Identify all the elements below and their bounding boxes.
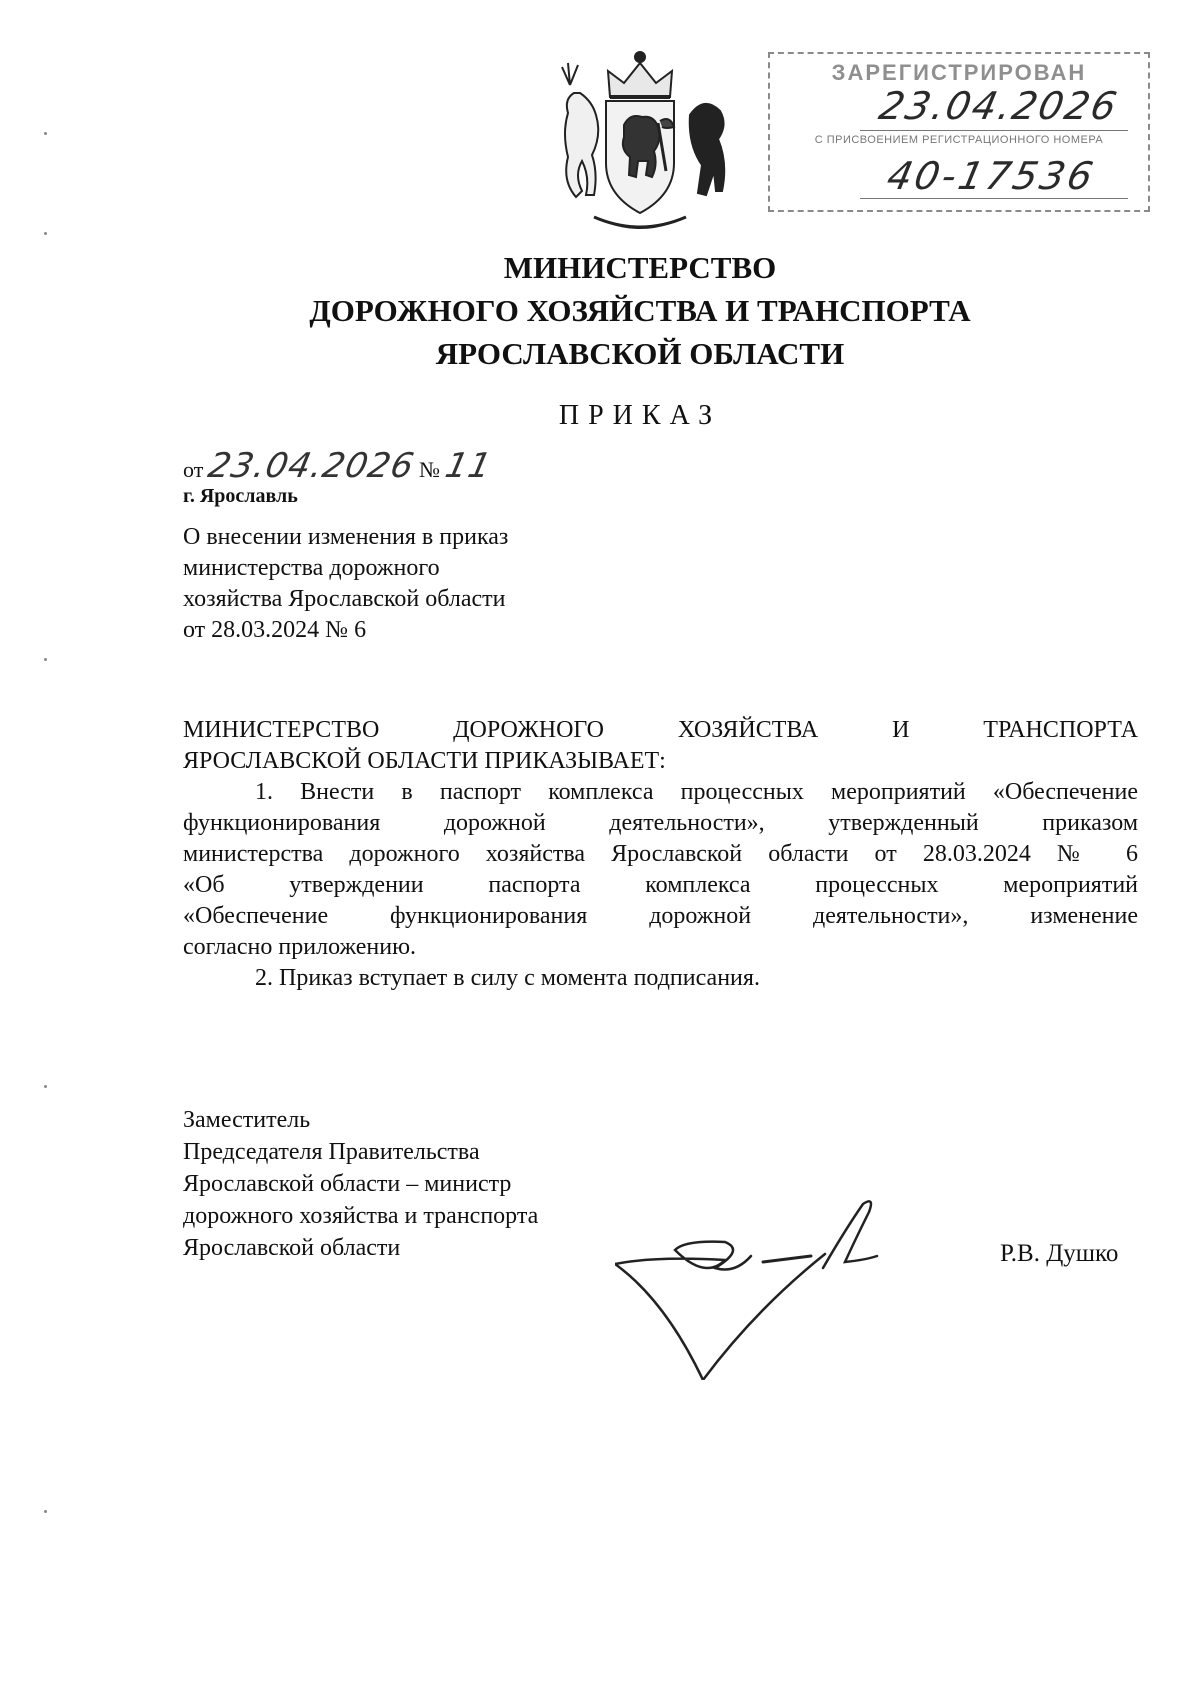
stamp-assignment-label: С ПРИСВОЕНИЕМ РЕГИСТРАЦИОННОГО НОМЕРА xyxy=(814,134,1104,146)
item1-line: министерства дорожного хозяйства Ярославской области от 28.03.2024 № 6 xyxy=(183,841,1138,867)
stamp-divider xyxy=(860,130,1128,131)
order-body xyxy=(183,715,1138,994)
stamp-registered-label: ЗАРЕГИСТРИРОВАН xyxy=(831,60,1087,85)
signer-position xyxy=(183,1104,538,1264)
stamp-registration-number: 40-17536 xyxy=(883,154,1100,198)
signer-position-line: Заместитель xyxy=(183,1107,311,1133)
scan-speck xyxy=(44,658,47,661)
item1-line: «Об утверждении паспорта комплекса процессных мероприятий xyxy=(183,872,1138,898)
signer-position-line: Ярославской области xyxy=(183,1235,401,1261)
registration-stamp xyxy=(768,52,1150,212)
scan-speck xyxy=(44,132,47,135)
scan-speck xyxy=(44,1085,47,1088)
ministry-heading-line: ЯРОСЛАВСКОЙ ОБЛАСТИ xyxy=(435,336,845,371)
scan-speck xyxy=(44,1510,47,1513)
order-date-line xyxy=(183,446,496,486)
ministry-heading-line: ДОРОЖНОГО ХОЗЯЙСТВА И ТРАНСПОРТА xyxy=(309,293,971,328)
order-subject xyxy=(183,522,508,646)
number-prefix: № xyxy=(419,457,440,482)
item1-line: 1. Внести в паспорт комплекса процессных мероприятий «Обеспечение xyxy=(255,779,1138,805)
item1-line: функционирования дорожной деятельности», утвержденный приказом xyxy=(183,810,1138,836)
subject-line: О внесении изменения в приказ xyxy=(183,524,509,550)
date-prefix: от xyxy=(183,457,204,482)
order-title: ПРИКАЗ xyxy=(558,400,722,431)
item2-line: 2. Приказ вступает в силу с момента подписания. xyxy=(255,965,760,991)
stamp-divider xyxy=(860,198,1128,199)
signer-name: Р.В. Душко xyxy=(1000,1240,1119,1267)
ministry-heading xyxy=(0,246,1200,375)
scan-speck xyxy=(44,232,47,235)
subject-line: хозяйства Ярославской области xyxy=(183,586,506,612)
signer-position-line: Ярославской области – министр xyxy=(183,1171,512,1197)
subject-line: министерства дорожного xyxy=(183,555,440,581)
item1-line: «Обеспечение функционирования дорожной деятельности», изменение xyxy=(183,903,1138,929)
signer-position-line: дорожного хозяйства и транспорта xyxy=(183,1203,539,1229)
handwritten-signature xyxy=(615,1190,935,1380)
coat-of-arms-emblem xyxy=(540,45,740,235)
stamp-date: 23.04.2026 xyxy=(875,84,1123,128)
ministry-heading-line: МИНИСТЕРСТВО xyxy=(503,250,777,285)
order-city: г. Ярославль xyxy=(183,485,298,507)
subject-line: от 28.03.2024 № 6 xyxy=(183,617,367,643)
item1-line: согласно приложению. xyxy=(183,934,417,960)
preamble-line: МИНИСТЕРСТВО ДОРОЖНОГО ХОЗЯЙСТВА И ТРАНСПОРТА xyxy=(183,717,1138,743)
order-number-handwritten: 11 xyxy=(441,446,496,486)
signer-position-line: Председателя Правительства xyxy=(183,1139,480,1165)
preamble-line: ЯРОСЛАВСКОЙ ОБЛАСТИ ПРИКАЗЫВАЕТ: xyxy=(183,748,666,774)
order-date-handwritten: 23.04.2026 xyxy=(204,446,418,486)
